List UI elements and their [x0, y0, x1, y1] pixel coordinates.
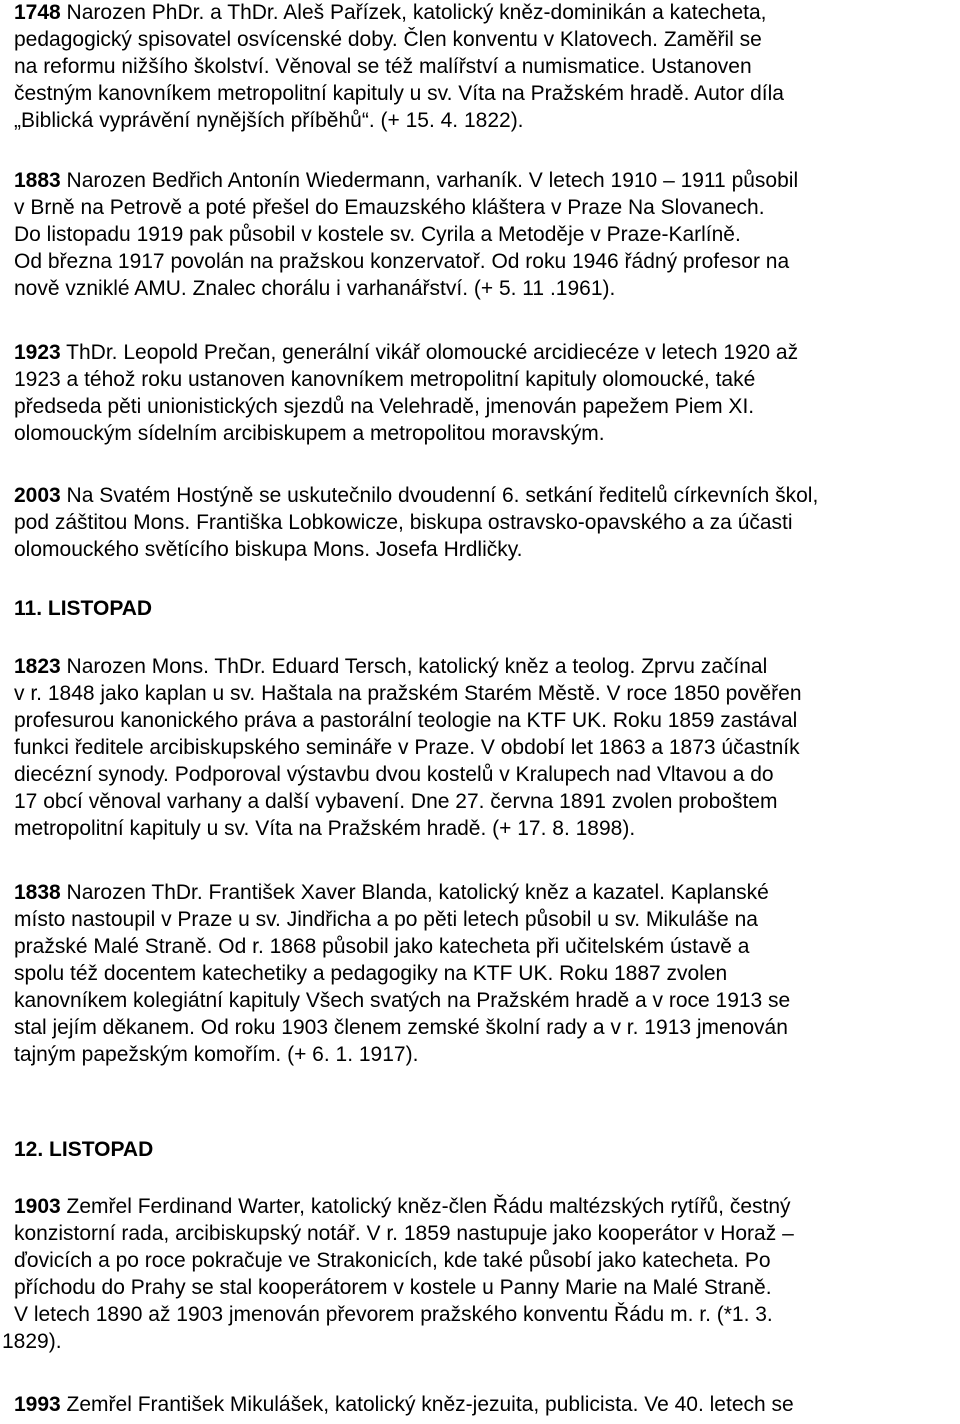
entry-year: 1883	[14, 169, 61, 192]
entry-line: nově vzniklé AMU. Znalec chorálu i varhanářství. (+ 5. 11 .1961).	[14, 277, 616, 300]
entry-line: pražské Malé Straně. Od r. 1868 působil jako katecheta při učitelském ústavě a	[14, 935, 750, 958]
entry-line: pod záštitou Mons. Františka Lobkowicze, biskupa ostravsko-opavského a za účasti	[14, 511, 793, 534]
entry-line: 1923 a téhož roku ustanoven kanovníkem metropolitní kapituly olomoucké, také	[14, 368, 756, 391]
entry-line	[14, 168, 798, 194]
entry-year: 1923	[14, 341, 61, 364]
entry-line: 17 obcí věnoval varhany a další vybavení. Dne 27. června 1891 zvolen proboštem	[14, 790, 778, 813]
entry-year: 1748	[14, 1, 61, 24]
entry-line: diecézní synody. Podporoval výstavbu dvou kostelů v Kralupech nad Vltavou a do	[14, 763, 774, 786]
entry-line: Od března 1917 povolán na pražskou konzervatoř. Od roku 1946 řádný profesor na	[14, 250, 790, 273]
entry-line: Do listopadu 1919 pak působil v kostele sv. Cyrila a Metoděje v Praze-Karlíně.	[14, 223, 741, 246]
entry-line: profesurou kanonického práva a pastorální teologie na KTF UK. Roku 1859 zastával	[14, 709, 798, 732]
entry-line: tajným papežským komořím. (+ 6. 1. 1917).	[14, 1043, 419, 1066]
entry-line: „Biblická vyprávění nynějších příběhů“. (+ 15. 4. 1822).	[14, 109, 524, 132]
entry-line	[14, 0, 767, 26]
entry-year: 2003	[14, 484, 61, 507]
entry-line: stal jejím děkanem. Od roku 1903 členem zemské školní rady a v r. 1913 jmenován	[14, 1016, 788, 1039]
entry-line	[14, 1392, 794, 1418]
entry-line: 1829).	[2, 1330, 62, 1353]
entry-line: spolu též docentem katechetiky a pedagogiky na KTF UK. Roku 1887 zvolen	[14, 962, 728, 985]
entry-line: olomouckého světícího biskupa Mons. Josefa Hrdličky.	[14, 538, 523, 561]
entry-line: v Brně na Petrově a poté přešel do Emauzského kláštera v Praze Na Slovanech.	[14, 196, 765, 219]
entry-text: Zemřel Ferdinand Warter, katolický kněz-člen Řádu maltézských rytířů, čestný	[60, 1195, 791, 1218]
entry-line: olomouckým sídelním arcibiskupem a metropolitou moravským.	[14, 422, 605, 445]
entry-year: 1993	[14, 1393, 61, 1416]
entry-year: 1838	[14, 881, 61, 904]
entry-line	[14, 483, 818, 509]
entry-line: pedagogický spisovatel osvícenské doby. Člen konventu v Klatovech. Zaměřil se	[14, 28, 762, 51]
entry-year: 1903	[14, 1195, 61, 1218]
entry-text: Zemřel František Mikulášek, katolický kněz-jezuita, publicista. Ve 40. letech se	[60, 1393, 794, 1416]
entry-line: ďovicích a po roce pokračuje ve Strakonicích, kde také působí jako katecheta. Po	[14, 1249, 771, 1272]
entry-line: předseda pěti unionistických sjezdů na Velehradě, jmenován papežem Piem XI.	[14, 395, 755, 418]
entry-text: Narozen Mons. ThDr. Eduard Tersch, katolický kněz a teolog. Zprvu začínal	[60, 655, 768, 678]
entry-line: v r. 1848 jako kaplan u sv. Haštala na pražském Starém Městě. V roce 1850 pověřen	[14, 682, 802, 705]
entry-text: Narozen PhDr. a ThDr. Aleš Pařízek, katolický kněz-dominikán a katecheta,	[60, 1, 767, 24]
entry-line: kanovníkem kolegiátní kapituly Všech svatých na Pražském hradě a v roce 1913 se	[14, 989, 791, 1012]
entry-line: V letech 1890 až 1903 jmenován převorem pražského konventu Řádu m. r. (*1. 3.	[14, 1303, 773, 1326]
entry-line	[14, 340, 798, 366]
entry-line: čestným kanovníkem metropolitní kapituly u sv. Víta na Pražském hradě. Autor díla	[14, 82, 784, 105]
entry-line	[14, 880, 769, 906]
entry-year: 1823	[14, 655, 61, 678]
section-heading-11-listopad: 11. LISTOPAD	[14, 597, 153, 620]
entry-text: ThDr. Leopold Prečan, generální vikář olomoucké arcidiecéze v letech 1920 až	[60, 341, 799, 364]
entry-text: Narozen Bedřich Antonín Wiedermann, varhaník. V letech 1910 – 1911 působil	[60, 169, 799, 192]
section-heading-12-listopad: 12. LISTOPAD	[14, 1138, 154, 1161]
entry-text: Narozen ThDr. František Xaver Blanda, katolický kněz a kazatel. Kaplanské	[60, 881, 769, 904]
entry-line: na reformu nižšího školství. Věnoval se též malířství a numismatice. Ustanoven	[14, 55, 752, 78]
entry-line	[14, 1194, 791, 1220]
entry-line: funkci ředitele arcibiskupského semináře v Praze. V období let 1863 a 1873 účastník	[14, 736, 800, 759]
entry-line	[14, 654, 767, 680]
entry-line: příchodu do Prahy se stal kooperátorem v kostele u Panny Marie na Malé Straně.	[14, 1276, 772, 1299]
entry-line: metropolitní kapituly u sv. Víta na Pražském hradě. (+ 17. 8. 1898).	[14, 817, 636, 840]
entry-line: místo nastoupil v Praze u sv. Jindřicha a po pěti letech působil u sv. Mikuláše na	[14, 908, 758, 931]
entry-text: Na Svatém Hostýně se uskutečnilo dvoudenní 6. setkání ředitelů církevních škol,	[60, 484, 819, 507]
entry-line: konzistorní rada, arcibiskupský notář. V r. 1859 nastupuje jako kooperátor v Horaž –	[14, 1222, 794, 1245]
